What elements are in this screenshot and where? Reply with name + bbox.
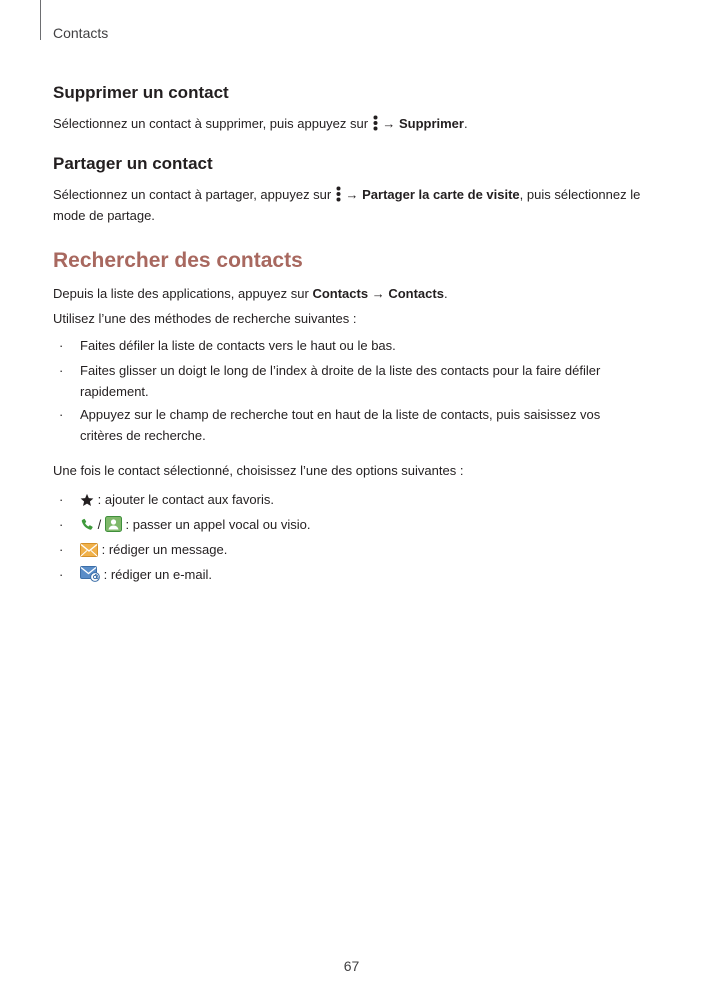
option-text: : rédiger un e-mail. <box>103 567 213 582</box>
video-call-icon <box>105 516 122 532</box>
option-text: : ajouter le contact aux favoris. <box>97 492 274 507</box>
more-options-icon <box>336 186 341 202</box>
option-row <box>80 514 633 535</box>
section-header: Contacts <box>53 25 109 41</box>
share-text-before: Sélectionnez un contact à partager, appuyez sur <box>53 187 332 202</box>
option-text: : rédiger un message. <box>101 542 228 557</box>
delete-action-label: Supprimer <box>398 116 464 131</box>
bullet: · <box>59 407 64 422</box>
delete-text-after: . <box>463 116 468 131</box>
email-icon <box>80 566 100 582</box>
search-intro-contacts: Contacts <box>388 286 444 301</box>
list-item <box>53 539 633 560</box>
list-item <box>53 360 633 402</box>
list-item <box>53 404 633 446</box>
options-intro: Une fois le contact sélectionné, choisissez l’une des options suivantes : <box>53 463 464 478</box>
option-row <box>80 564 633 585</box>
share-contact-text <box>53 184 653 226</box>
share-arrow: → <box>345 187 359 202</box>
list-item <box>53 489 633 510</box>
header-divider <box>40 0 41 40</box>
bullet: · <box>59 567 64 582</box>
bullet: · <box>59 517 64 532</box>
share-text-after: , puis sélectionnez le mode de partage. <box>53 187 641 223</box>
more-options-icon <box>373 115 378 131</box>
bullet: · <box>59 542 64 557</box>
bullet: · <box>59 338 64 353</box>
method-text: Appuyez sur le champ de recherche tout en haut de la liste de contacts, puis saisissez vos critères de recherche. <box>80 407 601 443</box>
bullet: · <box>59 363 64 378</box>
option-separator: / <box>97 517 102 532</box>
list-item <box>53 335 633 356</box>
option-row <box>80 489 633 510</box>
star-icon <box>80 493 94 507</box>
option-row <box>80 539 633 560</box>
page-number: 67 <box>343 958 360 974</box>
search-intro <box>53 283 653 304</box>
delete-arrow: → <box>382 116 396 131</box>
method-text: Faites glisser un doigt le long de l’index à droite de la liste des contacts pour la faire défiler rapidement. <box>80 363 601 399</box>
delete-contact-text <box>53 113 653 134</box>
share-contact-title: Partager un contact <box>53 154 213 173</box>
delete-text-before: Sélectionnez un contact à supprimer, puis appuyez sur <box>53 116 369 131</box>
bullet: · <box>59 492 64 507</box>
search-methods-intro: Utilisez l’une des méthodes de recherche suivantes : <box>53 311 357 326</box>
method-text: Faites défiler la liste de contacts vers le haut ou le bas. <box>80 338 396 353</box>
delete-contact-title: Supprimer un contact <box>53 83 229 102</box>
share-action-label: Partager la carte de visite <box>362 187 520 202</box>
phone-icon <box>80 517 94 532</box>
list-item <box>53 514 633 535</box>
search-intro-apps: Contacts <box>312 286 369 301</box>
option-text: : passer un appel vocal ou visio. <box>125 517 311 532</box>
search-intro-after: . <box>443 286 448 301</box>
search-contacts-title: Rechercher des contacts <box>53 249 303 272</box>
message-icon <box>80 543 98 557</box>
search-intro-before: Depuis la liste des applications, appuyez sur <box>53 286 309 301</box>
search-intro-arrow: → <box>371 286 385 301</box>
list-item <box>53 564 633 585</box>
